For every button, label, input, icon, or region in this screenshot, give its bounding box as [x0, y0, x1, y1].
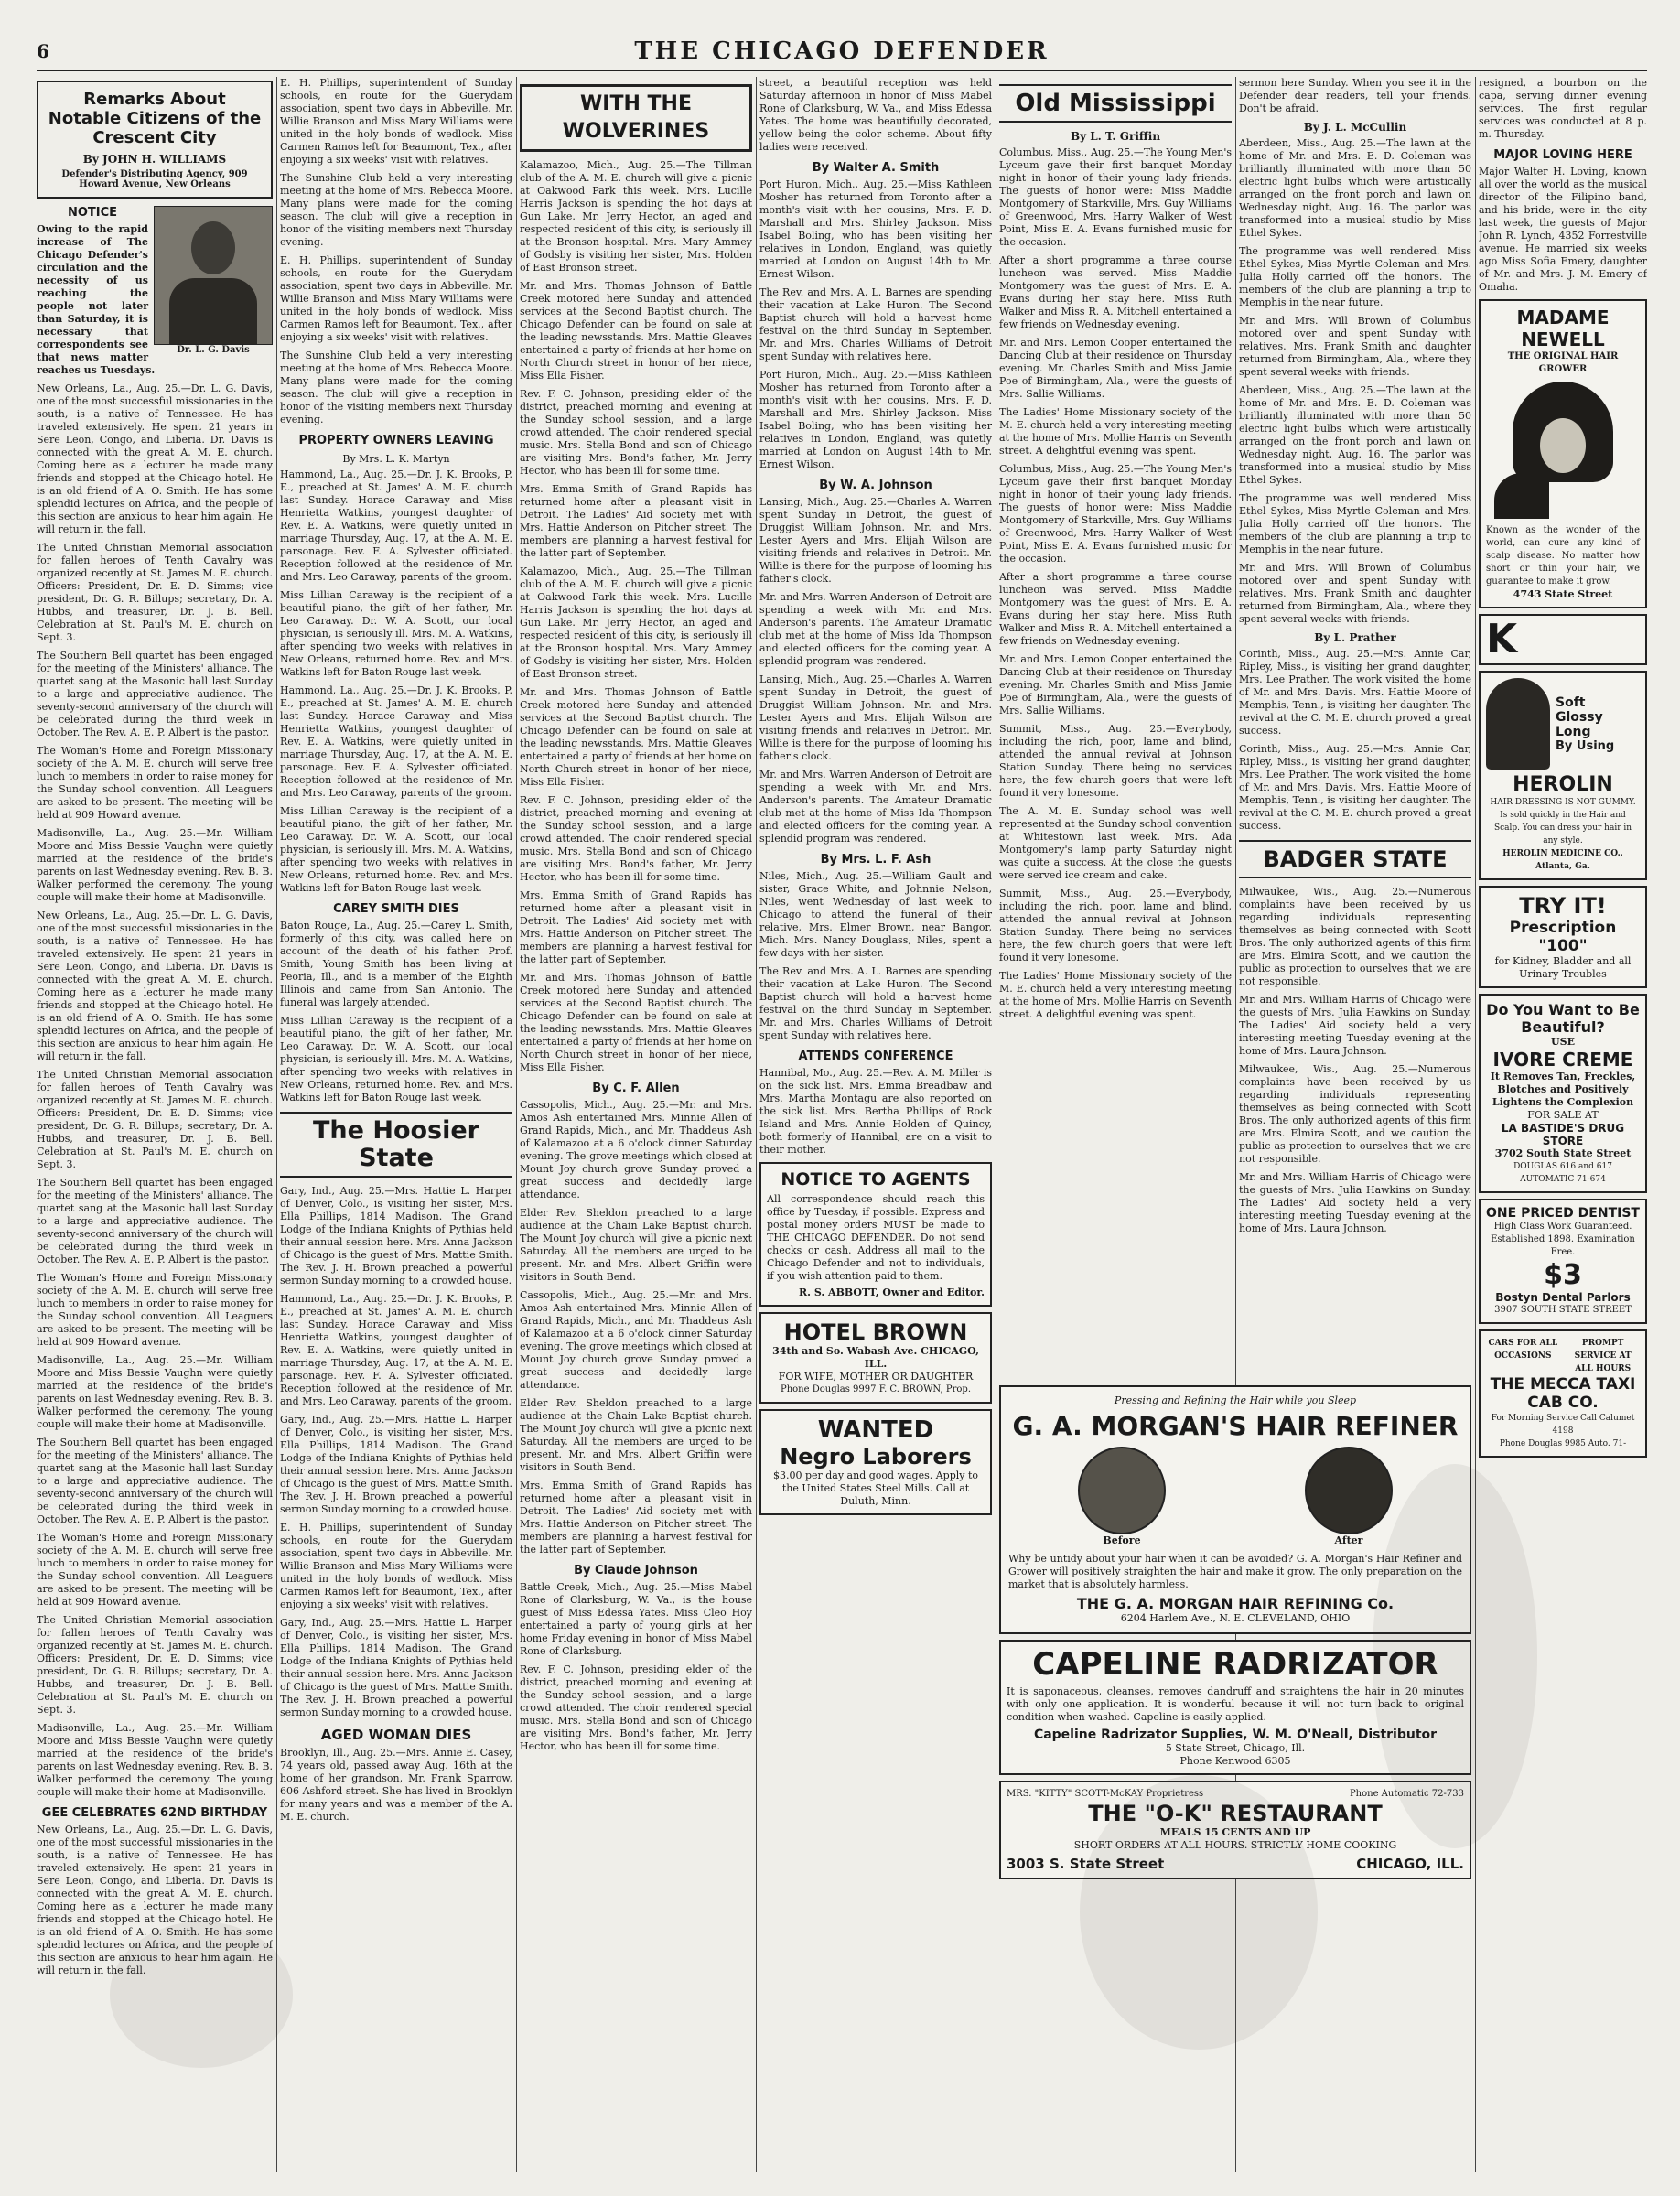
ad-question: Do You Want to Be Beautiful? [1486, 1001, 1640, 1036]
article-paragraph: Elder Rev. Sheldon preached to a large audience at the Chain Lake Baptist church. The Mount Joy church will give a picnic next Saturday. All the members are urged to be present. Mr. and Mrs. Albert Griffin were visitors in South Bend. [520, 1397, 752, 1473]
section-headline: The Hoosier State [280, 1112, 512, 1178]
article-paragraph: Columbus, Miss., Aug. 25.—The Young Men's Lyceum gave their first banquet Monday night in honor of their young lady friends. The guests of honor were: Miss Maddie Montgomery of Starkville, Mrs. Guy Williams of Greenwood, Mrs. Harry Walker of West Point, Miss E. A. Evans furnished music for the occasion. [999, 146, 1232, 248]
subheading: MAJOR LOVING HERE [1493, 148, 1632, 162]
newspaper-title: THE CHICAGO DEFENDER [634, 38, 1050, 65]
article-paragraph: The programme was well rendered. Miss Ethel Sykes, Miss Myrtle Coleman and Mrs. Julia Holly carried off the honors. The members of the club are planning a trip to Memphis in the near future. [1239, 492, 1471, 555]
article-paragraph: Mr. and Mrs. Thomas Johnson of Battle Creek motored here Sunday and attended services at the Second Baptist church. The Chicago Defender can be found on sale at the leading newsstands. Mrs. Mattie Gleaves entertained a party of friends at her home on North Church street in honor of her niece, Miss Ella Fisher. [520, 686, 752, 788]
article-paragraph: The Ladies' Home Missionary society of the M. E. church held a very interesting meeting at the home of Mrs. Mollie Harris on Seventh street. A delightful evening was spent. [999, 406, 1232, 457]
column-4 [759, 77, 992, 2172]
article-paragraph: Brooklyn, Ill., Aug. 25.—Mrs. Annie E. Casey, 74 years old, passed away Aug. 16th at the home of her grandson, Mr. Frank Sparrow, 606 Ashford street. She has lived in Brooklyn for many years and was a member of the A. M. E. church. [280, 1747, 512, 1823]
ad-text: High Class Work Guaranteed. Established 1898. Examination Free. [1491, 1222, 1635, 1257]
subheading: By Walter A. Smith [812, 161, 940, 175]
article-paragraph: E. H. Phillips, superintendent of Sunday schools, en route for the Guerydam association, spent two days in Abbeville. Mr. Willie Branson and Miss Mary Williams were united in the holy bonds of wedlock. Miss Carmen Ramos left for Beaumont, Tex., after enjoying a six weeks' visit with relatives. [280, 77, 512, 166]
subheading: By Mrs. L. F. Ash [820, 853, 932, 867]
photo-block [154, 206, 273, 361]
column-6 [1239, 77, 1471, 1376]
ad-text: $3.00 per day and good wages. Apply to the United States Steel Mills. Call at Duluth, Minn. [772, 1469, 979, 1507]
article-paragraph: Summit, Miss., Aug. 25.—Everybody, including the rich, poor, lame and blind, attended the annual revival at Johnson Station Sunday. There being no services here, the few church goers that were left found it very lonesome. [999, 888, 1232, 963]
ad-company: Capeline Radrizator Supplies, W. M. O'Neall, Distributor [1033, 1728, 1438, 1742]
ad-brand: HEROLIN [1513, 773, 1613, 796]
page-number: 6 [37, 40, 49, 62]
article-paragraph: Milwaukee, Wis., Aug. 25.—Numerous complaints have been received by us regarding individuals representing themselves as being connected with Scott Bros. The only authorized agents of this firm are Mrs. Elmira Scott, and we caution the public as protection to ourselves that we are not responsible. [1239, 886, 1471, 987]
ad-tagline: Pressing and Refining the Hair while you Sleep [1114, 1394, 1357, 1406]
article-paragraph: Hammond, La., Aug. 25.—Dr. J. K. Brooks, P. E., preached at St. James' A. M. E. church last Sunday. Horace Caraway and Miss Henrietta Watkins, youngest daughter of Rev. E. A. Watkins, were quietly united in marriage Thursday, Aug. 17, at the A. M. E. parsonage. Rev. F. A. Sylvester officiated. Reception followed at the residence of Mr. and Mrs. Leo Caraway, parents of the groom. [280, 1293, 512, 1407]
notice-text: All correspondence should reach this office by Tuesday, if possible. Express and postal money orders MUST be made to THE CHICAGO DEFENDER. Do not send checks or cash. Address all mail to the Chicago Defender and not to individuals, if you wish attention paid to them. [767, 1193, 985, 1282]
ad-proprietor: MRS. "KITTY" SCOTT-McKAY Proprietress [1007, 1789, 1204, 1799]
ad-title: MADAME NEWELL [1516, 307, 1610, 350]
article-paragraph: Cassopolis, Mich., Aug. 25.—Mr. and Mrs. Amos Ash entertained Mrs. Minnie Allen of Grand Rapids, Mich., and Mr. Thaddeus Ash of Kalamazoo at a 6 o'clock dinner Saturday evening. The grove meetings which closed at Mount Joy church grove Sunday proved a great success and decidedly large attendance. [520, 1099, 752, 1200]
article-paragraph: Niles, Mich., Aug. 25.—William Gault and sister, Grace White, and Johnnie Nelson, Niles, went Wednesday of last week to Chicago to attend the funeral of their relative, Mrs. Elmer Brown, near Bangor, Mich. Mrs. Nancy Douglass, Niles, spent a few days with her sister. [759, 870, 992, 959]
subheading: GEE CELEBRATES 62ND BIRTHDAY [41, 1806, 268, 1820]
ad-title: CAPELINE RADRIZATOR [1032, 1646, 1438, 1683]
article-paragraph: The United Christian Memorial association for fallen heroes of Tenth Cavalry was organized recently at St. James M. E. church. Officers: President, Dr. E. D. Simms; vice president, Dr. G. R. Billups; secretary, Dr. A. Hubbs, and treasurer, Dr. J. B. Bell. Celebration at St. Paul's M. E. church on Sept. 3. [37, 1614, 273, 1716]
article-paragraph: Mrs. Emma Smith of Grand Rapids has returned home after a pleasant visit in Detroit. The Ladies' Aid society met with Mrs. Hattie Anderson on Pitcher street. The members are planning a harvest festival for the latter part of September. [520, 1480, 752, 1556]
article-paragraph: The Ladies' Home Missionary society of the M. E. church held a very interesting meeting at the home of Mrs. Mollie Harris on Seventh street. A delightful evening was spent. [999, 970, 1232, 1020]
subheading: By Claude Johnson [574, 1564, 698, 1577]
k-ad-fragment [1479, 614, 1647, 665]
article-paragraph: Mr. and Mrs. Will Brown of Columbus motored over and spent Sunday with relatives. Mrs. Frank Smith and daughter returned from Birmingham, Ala., where they spent several weeks with friends. [1239, 315, 1471, 378]
ad-address: 3907 SOUTH STATE STREET [1494, 1305, 1632, 1315]
ad-text: Why be untidy about your hair when it can be avoided? G. A. Morgan's Hair Refiner and Grower will positively straighten the hair and make it grow. The only preparation on the market that is absolutely harmless. [1008, 1553, 1462, 1590]
paper-stain [1373, 1464, 1537, 1848]
ad-title: ONE PRICED DENTIST [1486, 1206, 1640, 1221]
herolin-ad [1479, 671, 1647, 880]
ad-text: Known as the wonder of the world, can cure any kind of scalp disease. No matter how short or thin your hair, we guarantee to make it grow. [1486, 525, 1640, 587]
agency-line: Defender's Distributing Agency, 909 Howard Avenue, New Orleans [61, 169, 248, 189]
wanted-ad [759, 1409, 992, 1515]
ad-phone: Phone Douglas 9997 F. C. BROWN, Prop. [780, 1384, 972, 1394]
ad-title: WANTED [817, 1416, 934, 1444]
article-paragraph: Summit, Miss., Aug. 25.—Everybody, including the rich, poor, lame and blind, attended the annual revival at Johnson Station Sunday. There being no services here, the few church goers that were left found it very lonesome. [999, 723, 1232, 799]
section-headline: Old Mississippi [999, 84, 1232, 123]
hair-illustration [1486, 678, 1550, 770]
article-paragraph: Mr. and Mrs. Lemon Cooper entertained the Dancing Club at their residence on Thursday evening. Mr. Charles Smith and Miss Jamie Poe of Birmingham, Ala., were the guests of Mrs. Sallie Williams. [999, 653, 1232, 716]
section-headline: WITH THE WOLVERINES [520, 84, 752, 152]
article-paragraph: Rev. F. C. Johnson, presiding elder of the district, preached morning and evening at the Sunday school session, and a large crowd attended. The choir rendered special music. Mrs. Stella Bond and son of Chicago are visiting Mrs. Bond's father, Mr. Jerry Hector, who has been ill for some time. [520, 1663, 752, 1752]
paper-stain [110, 1922, 293, 2068]
ad-brand: IVORE CREME [1492, 1049, 1633, 1071]
ad-line: Long [1556, 724, 1591, 739]
portrait-photo [154, 206, 273, 345]
photo-caption: Dr. L. G. Davis [177, 345, 250, 355]
after-figure [1305, 1447, 1393, 1547]
article-paragraph: Hammond, La., Aug. 25.—Dr. J. K. Brooks, P. E., preached at St. James' A. M. E. church last Sunday. Horace Caraway and Miss Henrietta Watkins, youngest daughter of Rev. E. A. Watkins, were quietly united in marriage Thursday, Aug. 17, at the A. M. E. parsonage. Rev. F. A. Sylvester officiated. Reception followed at the residence of Mr. and Mrs. Leo Caraway, parents of the groom. [280, 684, 512, 799]
column-rule [516, 77, 517, 2172]
before-label: Before [1103, 1534, 1141, 1546]
article-paragraph: Baton Rouge, La., Aug. 25.—Carey L. Smith, formerly of this city, was called here on account of the death of his father. Prof. Smith, Young Smith has been living at Peoria, Ill., and is a member of the Eighth Illinois and came from San Antonio. The funeral was largely attended. [280, 920, 512, 1008]
ad-meals: MEALS 15 CENTS AND UP [1159, 1826, 1311, 1838]
article-paragraph: The Southern Bell quartet has been engaged for the meeting of the Ministers' alliance. The quartet sang at the Masonic hall last Sunday to a large and appreciative audience. The seventy-second anniversary of the church will be celebrated during the third week in October. The Rev. A. E. P. Albert is the pastor. [37, 1177, 273, 1265]
ad-title: THE "O-K" RESTAURANT [1088, 1801, 1383, 1826]
article-paragraph: Madisonville, La., Aug. 25.—Mr. William Moore and Miss Bessie Vaughn were quietly married at the residence of the bride's parents on last Wednesday evening. Rev. B. B. Walker performed the ceremony. The young couple will make their home at Madisonville. [37, 827, 273, 903]
article-paragraph: Cassopolis, Mich., Aug. 25.—Mr. and Mrs. Amos Ash entertained Mrs. Minnie Allen of Grand Rapids, Mich., and Mr. Thaddeus Ash of Kalamazoo at a 6 o'clock dinner Saturday evening. The grove meetings which closed at Mount Joy church grove Sunday proved a great success and decidedly large attendance. [520, 1289, 752, 1391]
ad-line: Glossy [1556, 709, 1603, 725]
article-paragraph: Milwaukee, Wis., Aug. 25.—Numerous complaints have been received by us regarding individuals representing themselves as being connected with Scott Bros. The only authorized agents of this firm are Mrs. Elmira Scott, and we caution the public as protection to ourselves that we are not responsible. [1239, 1063, 1471, 1165]
article-paragraph: Madisonville, La., Aug. 25.—Mr. William Moore and Miss Bessie Vaughn were quietly married at the residence of the bride's parents on last Wednesday evening. Rev. B. B. Walker performed the ceremony. The young couple will make their home at Madisonville. [37, 1354, 273, 1430]
article-paragraph: After a short programme a three course luncheon was served. Miss Maddie Montgomery was the guest of Mrs. E. A. Evans during her stay here. Miss Ruth Walker and Miss R. A. Mitchell entertained a few friends on Wednesday evening. [999, 254, 1232, 330]
article-paragraph: street, a beautiful reception was held Saturday afternoon in honor of Miss Mabel Rone of Clarksburg, W. Va., and Miss Edessa Yates. The home was beautifully decorated, yellow being the color scheme. About fifty ladies were received. [759, 77, 992, 153]
subheading: PROPERTY OWNERS LEAVING [298, 434, 494, 447]
masthead [37, 33, 1647, 71]
subheading: CAREY SMITH DIES [333, 902, 459, 916]
ad-line: Soft [1556, 694, 1586, 710]
ad-address: 3003 S. State Street [1007, 1856, 1165, 1872]
subheading: ATTENDS CONFERENCE [798, 1050, 953, 1063]
article-paragraph: New Orleans, La., Aug. 25.—Dr. L. G. Davis, one of the most successful missionaries in the south, is a native of Tennessee. He has traveled extensively. He spent 21 years in Sere Leon, Congo, and Liberia. Dr. Davis is connected with the great A. M. E. church. Coming here as a lecturer he made many friends and stopped at the Chicago hotel. He is an old friend of A. O. Smith. He has some splendid lectures on Africa, and the people of this section are anxious to hear him again. He will return in the fall. [37, 382, 273, 535]
article-paragraph: Miss Lillian Caraway is the recipient of a beautiful piano, the gift of her father, Mr. Leo Caraway. Dr. W. A. Scott, our local physician, is seriously ill. Mrs. M. A. Watkins, after spending two weeks with relatives in New Orleans, returned home. Rev. and Mrs. Watkins left for Baton Rouge last week. [280, 805, 512, 894]
article-headline: Remarks About Notable Citizens of the Crescent City [48, 90, 262, 147]
ad-address: 3702 South State Street [1494, 1147, 1632, 1159]
article-paragraph: Lansing, Mich., Aug. 25.—Charles A. Warren spent Sunday in Detroit, the guest of Druggist William Johnson. Mr. and Mrs. Lester Ayers and Mrs. Elijah Wilson are visiting friends and relatives in Detroit. Mr. Willie is there for the purpose of looming his father's clock. [759, 673, 992, 762]
article-paragraph: Mrs. Emma Smith of Grand Rapids has returned home after a pleasant visit in Detroit. The Ladies' Aid society met with Mrs. Hattie Anderson on Pitcher street. The members are planning a harvest festival for the latter part of September. [520, 889, 752, 965]
subheading: By C. F. Allen [592, 1082, 680, 1095]
ad-text: HAIR DRESSING IS NOT GUMMY. Is sold quickly in the Hair and Scalp. You can dress your hair in any style. [1490, 798, 1636, 845]
ad-title: THE MECCA TAXI CAB CO. [1490, 1375, 1636, 1412]
ad-letter: K [1486, 616, 1518, 662]
article-paragraph: Kalamazoo, Mich., Aug. 25.—The Tillman club of the A. M. E. church will give a picnic at Oakwood Park this week. Mrs. Lucille Harris Jackson is spending the hot days at Gun Lake. Mr. Jerry Hector, an aged and respected resident of this city, is seriously ill at the Bronson hospital. Mrs. Mary Ammey of Godsby is visiting her sister, Mrs. Holden of East Bronson street. [520, 565, 752, 680]
article-paragraph: The Woman's Home and Foreign Missionary society of the A. M. E. church will serve free lunch to members in order to raise money for the Sunday school convention. All Leaguers are asked to be present. The meeting will be held at 909 Howard avenue. [37, 1532, 273, 1608]
article-byline: By Mrs. L. K. Martyn [342, 453, 450, 465]
ad-address: 5 State Street, Chicago, Ill. [1165, 1742, 1306, 1754]
ad-tagline: FOR WIFE, MOTHER OR DAUGHTER [778, 1371, 974, 1383]
article-paragraph: Mr. and Mrs. Warren Anderson of Detroit are spending a week with Mr. and Mrs. Anderson's parents. The Amateur Dramatic club met at the home of Miss Ida Thompson and elected officers for the coming year. A splendid program was rendered. [759, 769, 992, 845]
column-rule [276, 77, 277, 2172]
column-3 [520, 77, 752, 2172]
portrait-illustration [1494, 382, 1632, 519]
ad-company: HEROLIN MEDICINE CO., Atlanta, Ga. [1502, 849, 1623, 871]
hotel-brown-ad [759, 1312, 992, 1404]
ad-phone: Phone Kenwood 6305 [1179, 1755, 1291, 1767]
article-paragraph: New Orleans, La., Aug. 25.—Dr. L. G. Davis, one of the most successful missionaries in the south, is a native of Tennessee. He has traveled extensively. He spent 21 years in Sere Leon, Congo, and Liberia. Dr. Davis is connected with the great A. M. E. church. Coming here as a lecturer he made many friends and stopped at the Chicago hotel. He is an old friend of A. O. Smith. He has some splendid lectures on Africa, and the people of this section are anxious to hear him again. He will return in the fall. [37, 910, 273, 1062]
ad-address: 4743 State Street [1513, 588, 1613, 600]
article-paragraph: New Orleans, La., Aug. 25.—Dr. L. G. Davis, one of the most successful missionaries in the south, is a native of Tennessee. He has traveled extensively. He spent 21 years in Sere Leon, Congo, and Liberia. Dr. Davis is connected with the great A. M. E. church. Coming here as a lecturer he made many friends and stopped at the Chicago hotel. He is an old friend of A. O. Smith. He has some splendid lectures on Africa, and the people of this section are anxious to hear him again. He will return in the fall. [37, 1824, 273, 1976]
column-rule [1475, 77, 1476, 2172]
ad-phone: Phone Automatic 72-733 [1349, 1789, 1464, 1799]
article-paragraph: E. H. Phillips, superintendent of Sunday schools, en route for the Guerydam association, spent two days in Abbeville. Mr. Willie Branson and Miss Mary Williams were united in the holy bonds of wedlock. Miss Carmen Ramos left for Beaumont, Tex., after enjoying a six weeks' visit with relatives. [280, 254, 512, 343]
column-7 [1479, 77, 1647, 2172]
article-paragraph: Gary, Ind., Aug. 25.—Mrs. Hattie L. Harper of Denver, Colo., is visiting her sister, Mrs. Ella Phillips, 1814 Madison. The Grand Lodge of the Indiana Knights of Pythias held their annual session here. Mrs. Anna Jackson of Chicago is the guest of Mrs. Mattie Smith. The Rev. J. H. Brown preached a powerful sermon Sunday morning to a crowded house. [280, 1185, 512, 1286]
column-1 [37, 77, 273, 2172]
notice-title: NOTICE TO AGENTS [781, 1169, 971, 1190]
article-paragraph: Major Walter H. Loving, known all over the world as the musical director of the Filipino band, and his bride, were in the city last week, the guests of Major John R. Lynch, 4352 Forrestville avenue. He married six weeks ago Miss Sofia Emery, daughter of Mr. and Mrs. J. M. Emery of Omaha. [1479, 166, 1647, 293]
mecca-taxi-ad [1479, 1329, 1647, 1458]
article-paragraph: Aberdeen, Miss., Aug. 25.—The lawn at the home of Mr. and Mrs. E. D. Coleman was brilliantly illuminated with more than 50 electric light bulbs which were artistically arranged on the front porch and lawn on Wednesday night, Aug. 16. The parlor was transformed into a musical studio by Miss Ethel Sykes. [1239, 384, 1471, 486]
article-paragraph: The Woman's Home and Foreign Missionary society of the A. M. E. church will serve free lunch to members in order to raise money for the Sunday school convention. All Leaguers are asked to be present. The meeting will be held at 909 Howard avenue. [37, 1272, 273, 1348]
ad-head: CARS FOR ALL OCCASIONS [1488, 1339, 1558, 1361]
article-paragraph: Miss Lillian Caraway is the recipient of a beautiful piano, the gift of her father, Mr. Leo Caraway. Dr. W. A. Scott, our local physician, is seriously ill. Mrs. M. A. Watkins, after spending two weeks with relatives in New Orleans, returned home. Rev. and Mrs. Watkins left for Baton Rouge last week. [280, 589, 512, 678]
article-paragraph: Miss Lillian Caraway is the recipient of a beautiful piano, the gift of her father, Mr. Leo Caraway. Dr. W. A. Scott, our local physician, is seriously ill. Mrs. M. A. Watkins, after spending two weeks with relatives in New Orleans, returned home. Rev. and Mrs. Watkins left for Baton Rouge last week. [280, 1015, 512, 1103]
crescent-city-header [37, 81, 273, 199]
article-paragraph: Rev. F. C. Johnson, presiding elder of the district, preached morning and evening at the Sunday school session, and a large crowd attended. The choir rendered special music. Mrs. Stella Bond and son of Chicago are visiting Mrs. Bond's father, Mr. Jerry Hector, who has been ill for some time. [520, 794, 752, 883]
article-paragraph: Mr. and Mrs. Lemon Cooper entertained the Dancing Club at their residence on Thursday evening. Mr. Charles Smith and Miss Jamie Poe of Birmingham, Ala., were the guests of Mrs. Sallie Williams. [999, 337, 1232, 400]
article-paragraph: Port Huron, Mich., Aug. 25.—Miss Kathleen Mosher has returned from Toronto after a month's visit with her cousins, Mrs. F. D. Marshall and Mrs. Shirley Jackson. Miss Isabel Boling, who has been visiting her relatives in London, England, was quietly married at London on August 14th to Mr. Ernest Wilson. [759, 178, 992, 280]
article-paragraph: The Sunshine Club held a very interesting meeting at the home of Mrs. Rebecca Moore. Many plans were made for the coming season. The club will give a reception in honor of the visiting members next Thursday evening. [280, 350, 512, 425]
article-paragraph: Corinth, Miss., Aug. 25.—Mrs. Annie Car, Ripley, Miss., is visiting her grand daughter, Mrs. Lee Prather. The work visited the home of Mr. and Mrs. Davis. Mrs. Hattie Moore of Memphis, Tenn., is visiting her daughter. The revival at the C. M. E. church proved a great success. [1239, 648, 1471, 737]
article-paragraph: Mr. and Mrs. Thomas Johnson of Battle Creek motored here Sunday and attended services at the Second Baptist church. The Chicago Defender can be found on sale at the leading newsstands. Mrs. Mattie Gleaves entertained a party of friends at her home on North Church street in honor of her niece, Miss Ella Fisher. [520, 280, 752, 382]
article-byline: By L. T. Griffin [1070, 130, 1161, 143]
notice-text: Owing to the rapid increase of The Chicago Defender's circulation and the necessity of us reaching the people not later than Saturday, it is necessary that correspondents see that news matter reaches us Tuesdays. [37, 223, 156, 376]
article-paragraph: Battle Creek, Mich., Aug. 25.—Miss Mabel Rone of Clarksburg, W. Va., is the house guest of Miss Edessa Yates. Miss Cleo Hoy entertained a party of young girls at her home Friday evening in honor of Miss Mabel Rone of Clarksburg. [520, 1581, 752, 1657]
ad-text: It is saponaceous, cleanses, removes dandruff and straightens the hair in 20 minutes with only one application. It is wonderful because it will not turn back to original condition when washed. Capeline is easily applied. [1007, 1685, 1464, 1723]
article-paragraph: The Rev. and Mrs. A. L. Barnes are spending their vacation at Lake Huron. The Second Baptist church will hold a harvest home festival on the third Sunday in September. Mr. and Mrs. Charles Williams of Detroit spent Sunday with relatives here. [759, 965, 992, 1041]
ivore-creme-ad [1479, 994, 1647, 1193]
column-2 [280, 77, 512, 2172]
article-paragraph: Mr. and Mrs. Will Brown of Columbus motored over and spent Sunday with relatives. Mrs. Frank Smith and daughter returned from Birmingham, Ala., where they spent several weeks with friends. [1239, 562, 1471, 625]
article-paragraph: The United Christian Memorial association for fallen heroes of Tenth Cavalry was organized recently at St. James M. E. church. Officers: President, Dr. E. D. Simms; vice president, Dr. G. R. Billups; secretary, Dr. A. Hubbs, and treasurer, Dr. J. B. Bell. Celebration at St. Paul's M. E. church on Sept. 3. [37, 1069, 273, 1170]
article-paragraph: The United Christian Memorial association for fallen heroes of Tenth Cavalry was organized recently at St. James M. E. church. Officers: President, Dr. E. D. Simms; vice president, Dr. G. R. Billups; secretary, Dr. A. Hubbs, and treasurer, Dr. J. B. Bell. Celebration at St. Paul's M. E. church on Sept. 3. [37, 542, 273, 643]
article-paragraph: Mr. and Mrs. Thomas Johnson of Battle Creek motored here Sunday and attended services at the Second Baptist church. The Chicago Defender can be found on sale at the leading newsstands. Mrs. Mattie Gleaves entertained a party of friends at her home on North Church street in honor of her niece, Miss Ella Fisher. [520, 972, 752, 1073]
ad-phone: Phone Douglas 9985 Auto. 71- [1499, 1439, 1627, 1448]
article-paragraph: Gary, Ind., Aug. 25.—Mrs. Hattie L. Harper of Denver, Colo., is visiting her sister, Mrs. Ella Phillips, 1814 Madison. The Grand Lodge of the Indiana Knights of Pythias held their annual session here. Mrs. Anna Jackson of Chicago is the guest of Mrs. Mattie Smith. The Rev. J. H. Brown preached a powerful sermon Sunday morning to a crowded house. [280, 1617, 512, 1718]
article-paragraph: Mrs. Emma Smith of Grand Rapids has returned home after a pleasant visit in Detroit. The Ladies' Aid society met with Mrs. Hattie Anderson on Pitcher street. The members are planning a harvest festival for the latter part of September. [520, 483, 752, 559]
dentist-ad [1479, 1199, 1647, 1324]
article-paragraph: Port Huron, Mich., Aug. 25.—Miss Kathleen Mosher has returned from Toronto after a month's visit with her cousins, Mrs. F. D. Marshall and Mrs. Shirley Jackson. Miss Isabel Boling, who has been visiting her relatives in London, England, was quietly married at London on August 14th to Mr. Ernest Wilson. [759, 369, 992, 470]
article-paragraph: sermon here Sunday. When you see it in the Defender dear readers, tell your friends. Don't be afraid. [1239, 77, 1471, 114]
article-paragraph: Gary, Ind., Aug. 25.—Mrs. Hattie L. Harper of Denver, Colo., is visiting her sister, Mrs. Ella Phillips, 1814 Madison. The Grand Lodge of the Indiana Knights of Pythias held their annual session here. Mrs. Anna Jackson of Chicago is the guest of Mrs. Mattie Smith. The Rev. J. H. Brown preached a powerful sermon Sunday morning to a crowded house. [280, 1414, 512, 1515]
notice-title: NOTICE [67, 206, 118, 220]
ad-slogan: SHORT ORDERS AT ALL HOURS. STRICTLY HOME COOKING [1073, 1839, 1397, 1851]
article-paragraph: The Southern Bell quartet has been engaged for the meeting of the Ministers' alliance. The quartet sang at the Masonic hall last Sunday to a large and appreciative audience. The seventy-second anniversary of the church will be celebrated during the third week in October. The Rev. A. E. P. Albert is the pastor. [37, 650, 273, 738]
ad-text: for Kidney, Bladder and all Urinary Troubles [1494, 955, 1632, 980]
ad-subtitle: Negro Laborers [780, 1444, 972, 1469]
ad-head: PROMPT SERVICE AT ALL HOURS [1574, 1339, 1632, 1373]
article-paragraph: Rev. F. C. Johnson, presiding elder of the district, preached morning and evening at the Sunday school session, and a large crowd attended. The choir rendered special music. Mrs. Stella Bond and son of Chicago are visiting Mrs. Bond's father, Mr. Jerry Hector, who has been ill for some time. [520, 388, 752, 477]
ad-use: USE [1551, 1036, 1575, 1048]
ad-sale: FOR SALE AT [1527, 1109, 1599, 1121]
ad-subtitle: THE ORIGINAL HAIR GROWER [1507, 351, 1619, 374]
article-byline: By JOHN H. WILLIAMS [82, 153, 227, 166]
article-paragraph: Lansing, Mich., Aug. 25.—Charles A. Warren spent Sunday in Detroit, the guest of Druggist William Johnson. Mr. and Mrs. Lester Ayers and Mrs. Elijah Wilson are visiting friends and relatives in Detroit. Mr. Willie is there for the purpose of looming his father's clock. [759, 496, 992, 585]
subheading: By W. A. Johnson [819, 479, 932, 492]
ad-subtitle: Prescription "100" [1509, 919, 1617, 955]
article-paragraph: E. H. Phillips, superintendent of Sunday schools, en route for the Guerydam association, spent two days in Abbeville. Mr. Willie Branson and Miss Mary Williams were united in the holy bonds of wedlock. Miss Carmen Ramos left for Beaumont, Tex., after enjoying a six weeks' visit with relatives. [280, 1522, 512, 1610]
column-rule [756, 77, 757, 2172]
ad-title: G. A. MORGAN'S HAIR REFINER [1012, 1411, 1459, 1441]
ad-city: CHICAGO, ILL. [1356, 1856, 1464, 1872]
article-paragraph: Mr. and Mrs. William Harris of Chicago were the guests of Mrs. Julia Hawkins on Sunday. The Ladies' Aid society held a very interesting meeting Tuesday evening at the home of Mrs. Laura Johnson. [1239, 994, 1471, 1057]
ad-text: For Morning Service Call Calumet 4198 [1491, 1414, 1635, 1436]
ad-title: TRY IT! [1519, 893, 1607, 919]
article-paragraph: The A. M. E. Sunday school was well represented at the Sunday school convention at Whitestown last week. Mrs. Ada Montgomery's lamp party Saturday night was quite a success. At the close the guests were served ice cream and cake. [999, 805, 1232, 881]
article-paragraph: The Woman's Home and Foreign Missionary society of the A. M. E. church will serve free lunch to members in order to raise money for the Sunday school convention. All Leaguers are asked to be present. The meeting will be held at 909 Howard avenue. [37, 745, 273, 821]
ad-phone: DOUGLAS 616 and 617 AUTOMATIC 71-674 [1513, 1162, 1612, 1184]
article-paragraph: Hannibal, Mo., Aug. 25.—Rev. A. M. Miller is on the sick list. Mrs. Emma Breadbaw and Mrs. Martha Montagu are also reported on the sick list. Mrs. Bertha Phillips of Rock Island and Mrs. Annie Holden of Quincy, both formerly of Hannibal, are on a visit to their mother. [759, 1067, 992, 1156]
notice-signature: R. S. ABBOTT, Owner and Editor. [799, 1286, 985, 1298]
article-paragraph: After a short programme a three course luncheon was served. Miss Maddie Montgomery was the guest of Mrs. E. A. Evans during her stay here. Miss Ruth Walker and Miss R. A. Mitchell entertained a few friends on Wednesday evening. [999, 571, 1232, 647]
after-label: After [1334, 1534, 1363, 1546]
ad-title: HOTEL BROWN [783, 1319, 968, 1345]
article-paragraph: Kalamazoo, Mich., Aug. 25.—The Tillman club of the A. M. E. church will give a picnic at Oakwood Park this week. Mrs. Lucille Harris Jackson is spending the hot days at Gun Lake. Mr. Jerry Hector, an aged and respected resident of this city, is seriously ill at the Bronson hospital. Mrs. Mary Ammey of Godsby is visiting her sister, Mrs. Holden of East Bronson street. [520, 159, 752, 274]
article-paragraph: Columbus, Miss., Aug. 25.—The Young Men's Lyceum gave their first banquet Monday night in honor of their young lady friends. The guests of honor were: Miss Maddie Montgomery of Starkville, Mrs. Guy Williams of Greenwood, Mrs. Harry Walker of West Point, Miss E. A. Evans furnished music for the occasion. [999, 463, 1232, 565]
ad-price: $3 [1544, 1259, 1582, 1291]
article-paragraph: Mr. and Mrs. Warren Anderson of Detroit are spending a week with Mr. and Mrs. Anderson's parents. The Amateur Dramatic club met at the home of Miss Ida Thompson and elected officers for the coming year. A splendid program was rendered. [759, 591, 992, 667]
article-paragraph: Hammond, La., Aug. 25.—Dr. J. K. Brooks, P. E., preached at St. James' A. M. E. church last Sunday. Horace Caraway and Miss Henrietta Watkins, youngest daughter of Rev. E. A. Watkins, were quietly united in marriage Thursday, Aug. 17, at the A. M. E. parsonage. Rev. F. A. Sylvester officiated. Reception followed at the residence of Mr. and Mrs. Leo Caraway, parents of the groom. [280, 468, 512, 583]
article-byline: By J. L. McCullin [1303, 121, 1407, 134]
madame-newell-ad [1479, 299, 1647, 608]
prescription-ad [1479, 886, 1647, 988]
before-figure [1078, 1447, 1166, 1547]
paper-stain [1080, 1775, 1318, 2050]
article-paragraph: The Southern Bell quartet has been engaged for the meeting of the Ministers' alliance. The quartet sang at the Masonic hall last Sunday to a large and appreciative audience. The seventy-second anniversary of the church will be celebrated during the third week in October. The Rev. A. E. P. Albert is the pastor. [37, 1437, 273, 1525]
article-paragraph: Elder Rev. Sheldon preached to a large audience at the Chain Lake Baptist church. The Mount Joy church will give a picnic next Saturday. All the members are urged to be present. Mr. and Mrs. Albert Griffin were visitors in South Bend. [520, 1207, 752, 1283]
article-paragraph: Mr. and Mrs. William Harris of Chicago were the guests of Mrs. Julia Hawkins on Sunday. The Ladies' Aid society held a very interesting meeting Tuesday evening at the home of Mrs. Laura Johnson. [1239, 1171, 1471, 1234]
article-byline: By L. Prather [1314, 631, 1396, 644]
section-headline: BADGER STATE [1239, 840, 1471, 878]
ad-text: It Removes Tan, Freckles, Blotches and Positively Lightens the Complexion [1490, 1071, 1636, 1108]
ad-company: Bostyn Dental Parlors [1495, 1291, 1631, 1304]
subheading: AGED WOMAN DIES [320, 1727, 472, 1743]
ad-address: 6204 Harlem Ave., N. E. CLEVELAND, OHIO [1120, 1612, 1351, 1624]
article-paragraph: Corinth, Miss., Aug. 25.—Mrs. Annie Car, Ripley, Miss., is visiting her grand daughter, Mrs. Lee Prather. The work visited the home of Mr. and Mrs. Davis. Mrs. Hattie Moore of Memphis, Tenn., is visiting her daughter. The revival at the C. M. E. church proved a great success. [1239, 743, 1471, 832]
ad-address: 34th and So. Wabash Ave. CHICAGO, ILL. [772, 1345, 979, 1370]
ad-store: LA BASTIDE'S DRUG STORE [1501, 1122, 1625, 1147]
notice-to-agents-box [759, 1162, 992, 1307]
article-paragraph: The programme was well rendered. Miss Ethel Sykes, Miss Myrtle Coleman and Mrs. Julia Holly carried off the honors. The members of the club are planning a trip to Memphis in the near future. [1239, 245, 1471, 308]
article-paragraph: Aberdeen, Miss., Aug. 25.—The lawn at the home of Mr. and Mrs. E. D. Coleman was brilliantly illuminated with more than 50 electric light bulbs which were artistically arranged on the front porch and lawn on Wednesday night, Aug. 16. The parlor was transformed into a musical studio by Miss Ethel Sykes. [1239, 137, 1471, 239]
ad-company: THE G. A. MORGAN HAIR REFINING Co. [1076, 1595, 1395, 1612]
article-paragraph: Madisonville, La., Aug. 25.—Mr. William Moore and Miss Bessie Vaughn were quietly married at the residence of the bride's parents on last Wednesday evening. Rev. B. B. Walker performed the ceremony. The young couple will make their home at Madisonville. [37, 1722, 273, 1798]
article-paragraph: The Sunshine Club held a very interesting meeting at the home of Mrs. Rebecca Moore. Many plans were made for the coming season. The club will give a reception in honor of the visiting members next Thursday evening. [280, 172, 512, 248]
ad-line: By Using [1556, 738, 1615, 753]
article-paragraph: resigned, a bourbon on the capa, serving dinner evening services. The first regular services was conducted at 8 p. m. Thursday. [1479, 77, 1647, 140]
article-paragraph: The Rev. and Mrs. A. L. Barnes are spending their vacation at Lake Huron. The Second Baptist church will hold a harvest home festival on the third Sunday in September. Mr. and Mrs. Charles Williams of Detroit spent Sunday with relatives here. [759, 286, 992, 362]
